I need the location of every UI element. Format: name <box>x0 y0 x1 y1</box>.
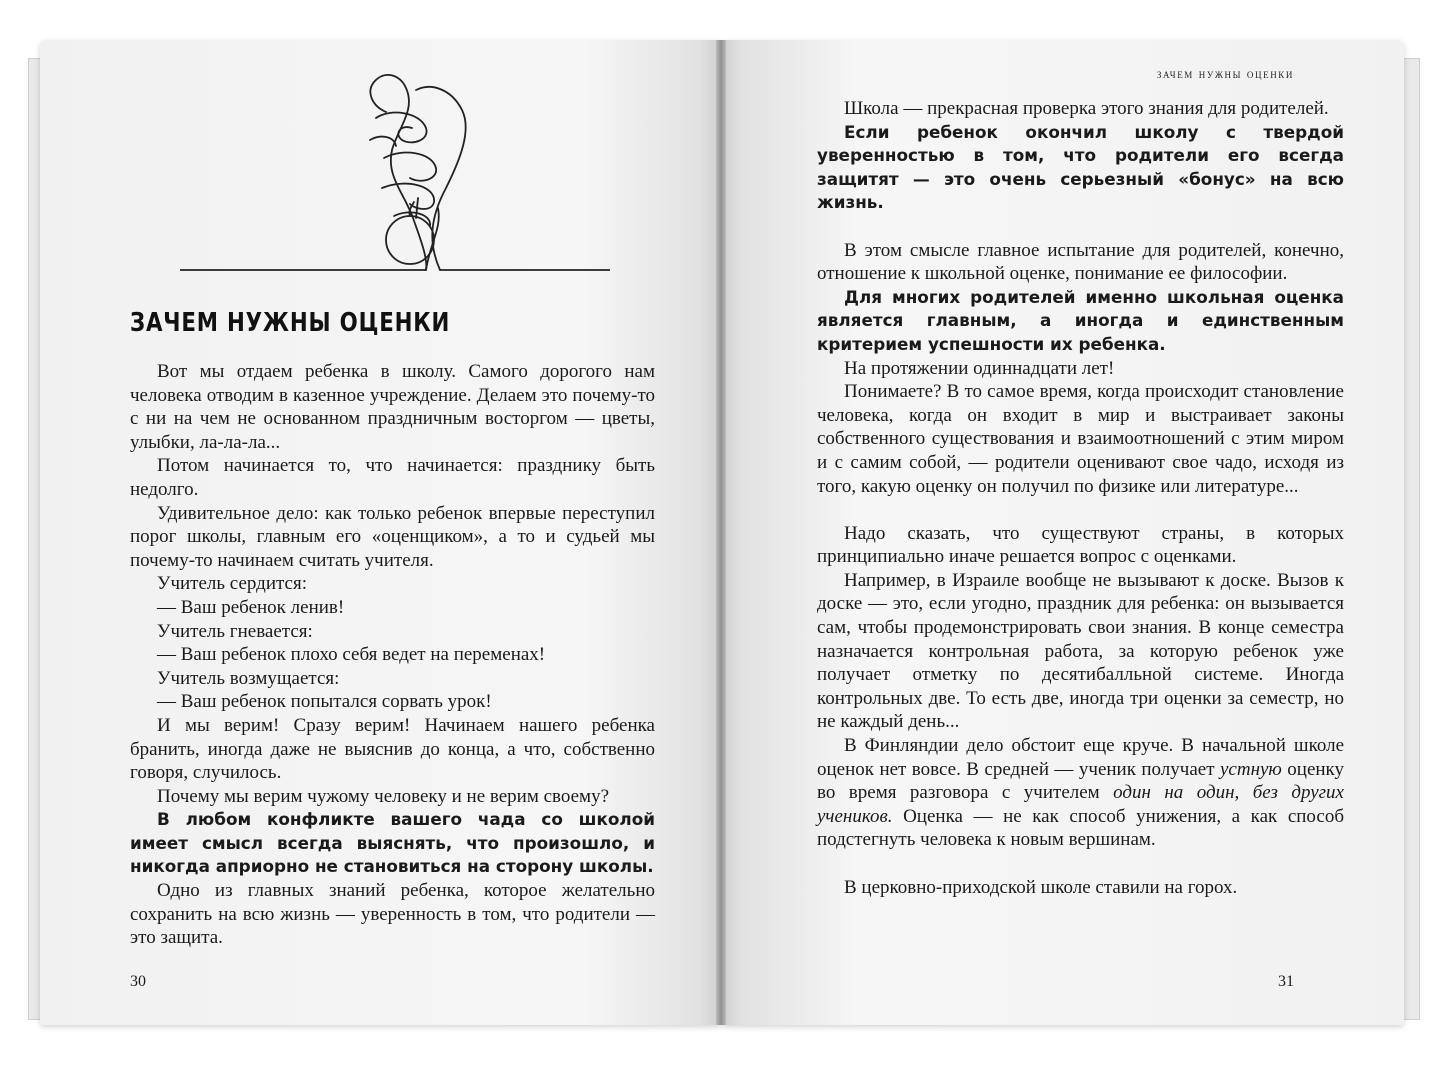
left-page <box>40 40 720 1025</box>
paragraph: Учитель возмущается: <box>157 667 340 689</box>
paragraph <box>817 734 1344 852</box>
paragraph: Понимаете? В то самое время, когда происходит становление человека, когда он входит в мир и выстраивает законы собственного существования и взаимоотношений с этим миром и с самим собой, — родители оценивают свое чадо, исходя из того, какую оценку он получил по физике или литературе... <box>817 381 1344 497</box>
paragraph: Удивительное дело: как только ребенок впервые переступил порог школы, главным его «оценщиком», а то и судьей мы почему-то начинаем считать учителя. <box>130 502 655 571</box>
paragraph: — Ваш ребенок попытался сорвать урок! <box>157 691 492 713</box>
paragraph: И мы верим! Сразу верим! Начинаем нашего ребенка бранить, иногда даже не выяснив до конца, а что, собственно говоря, случилось. <box>130 714 655 784</box>
line-art-hand-icon <box>180 68 610 283</box>
italic-text: устную <box>1219 758 1282 780</box>
paragraph: Одно из главных знаний ребенка, которое желательно сохранить на всю жизнь — уверенность в том, что родители — это защита. <box>130 880 655 949</box>
page-number: 30 <box>130 973 146 990</box>
text-run: Оценка — не как способ унижения, а как способ подстегнуть человека к новым вершинам. <box>817 805 1344 851</box>
paragraph: На протяжении одиннадцати лет! <box>844 357 1115 379</box>
bold-paragraph <box>817 121 1344 215</box>
right-body-text <box>817 97 1344 899</box>
running-head: зачем нужны оценки <box>1156 66 1294 81</box>
bold-paragraph <box>130 808 655 879</box>
bold-text: Если ребенок окончил школу с твердой уверенностью в том, что родители его всегда защитят — это очень серьезный «бонус» на всю жизнь. <box>817 121 1344 213</box>
paragraph: Почему мы верим чужому человеку и не верим своему? <box>157 785 610 807</box>
page-number: 31 <box>1278 973 1294 990</box>
bold-text: Для многих родителей именно школьная оценка является главным, а иногда и единственным критерием успешности их ребенка. <box>817 286 1344 354</box>
paragraph: Школа — прекрасная проверка этого знания для родителей. <box>844 98 1329 119</box>
paragraph: — Ваш ребенок ленив! <box>157 596 345 618</box>
right-page <box>722 40 1404 1025</box>
italic-text: один на один, без других учеников. <box>817 782 1344 827</box>
bold-paragraph <box>817 286 1344 357</box>
left-body-text <box>130 360 655 950</box>
bold-text: В любом конфликте вашего чада со школой имеет смысл всегда выяснять, что произошло, и никогда априорно не становиться на сторону школы. <box>130 809 655 877</box>
paragraph: Вот мы отдаем ребенка в школу. Самого дорогого нам человека отводим в казенное учреждение. Делаем это почему-то с ни на чем не основанном праздничным восторгом — цветы, улыбки, ла-ла-ла... <box>130 361 655 453</box>
text-run: В Финляндии дело обстоит еще круче. В начальной школе оценок нет вовсе. В средней — ученик получает <box>817 735 1344 780</box>
paragraph: В этом смысле главное испытание для родителей, конечно, отношение к школьной оценке, понимание ее философии. <box>817 239 1344 285</box>
paragraph: Надо сказать, что существуют страны, в которых принципиально иначе решается вопрос с оценками. <box>817 522 1344 568</box>
chapter-title: ЗАЧЕМ НУЖНЫ ОЦЕНКИ <box>130 308 451 338</box>
book-gutter <box>716 40 726 1025</box>
paragraph: Например, в Израиле вообще не вызывают к доске. Вызов к доске — это, если угодно, праздник для ребенка: он вызывается сам, чтобы продемонстрировать свои знания. В конце семестра назначается контрольная работа, за которую ребенок уже получает отметку по десятибалльной системе. Иногда контрольных две. То есть две, иногда три оценки за семестр, но не каждый день... <box>817 569 1344 733</box>
paragraph: Потом начинается то, что начинается: празднику быть недолго. <box>130 455 655 500</box>
paragraph: В церковно-приходской школе ставили на горох. <box>844 876 1238 898</box>
paragraph: Учитель гневается: <box>157 620 313 642</box>
paragraph: Учитель сердится: <box>157 573 307 595</box>
text-run: оценку во время разговора с учителем <box>817 758 1345 804</box>
paragraph: — Ваш ребенок плохо себя ведет на переменах! <box>157 644 546 666</box>
